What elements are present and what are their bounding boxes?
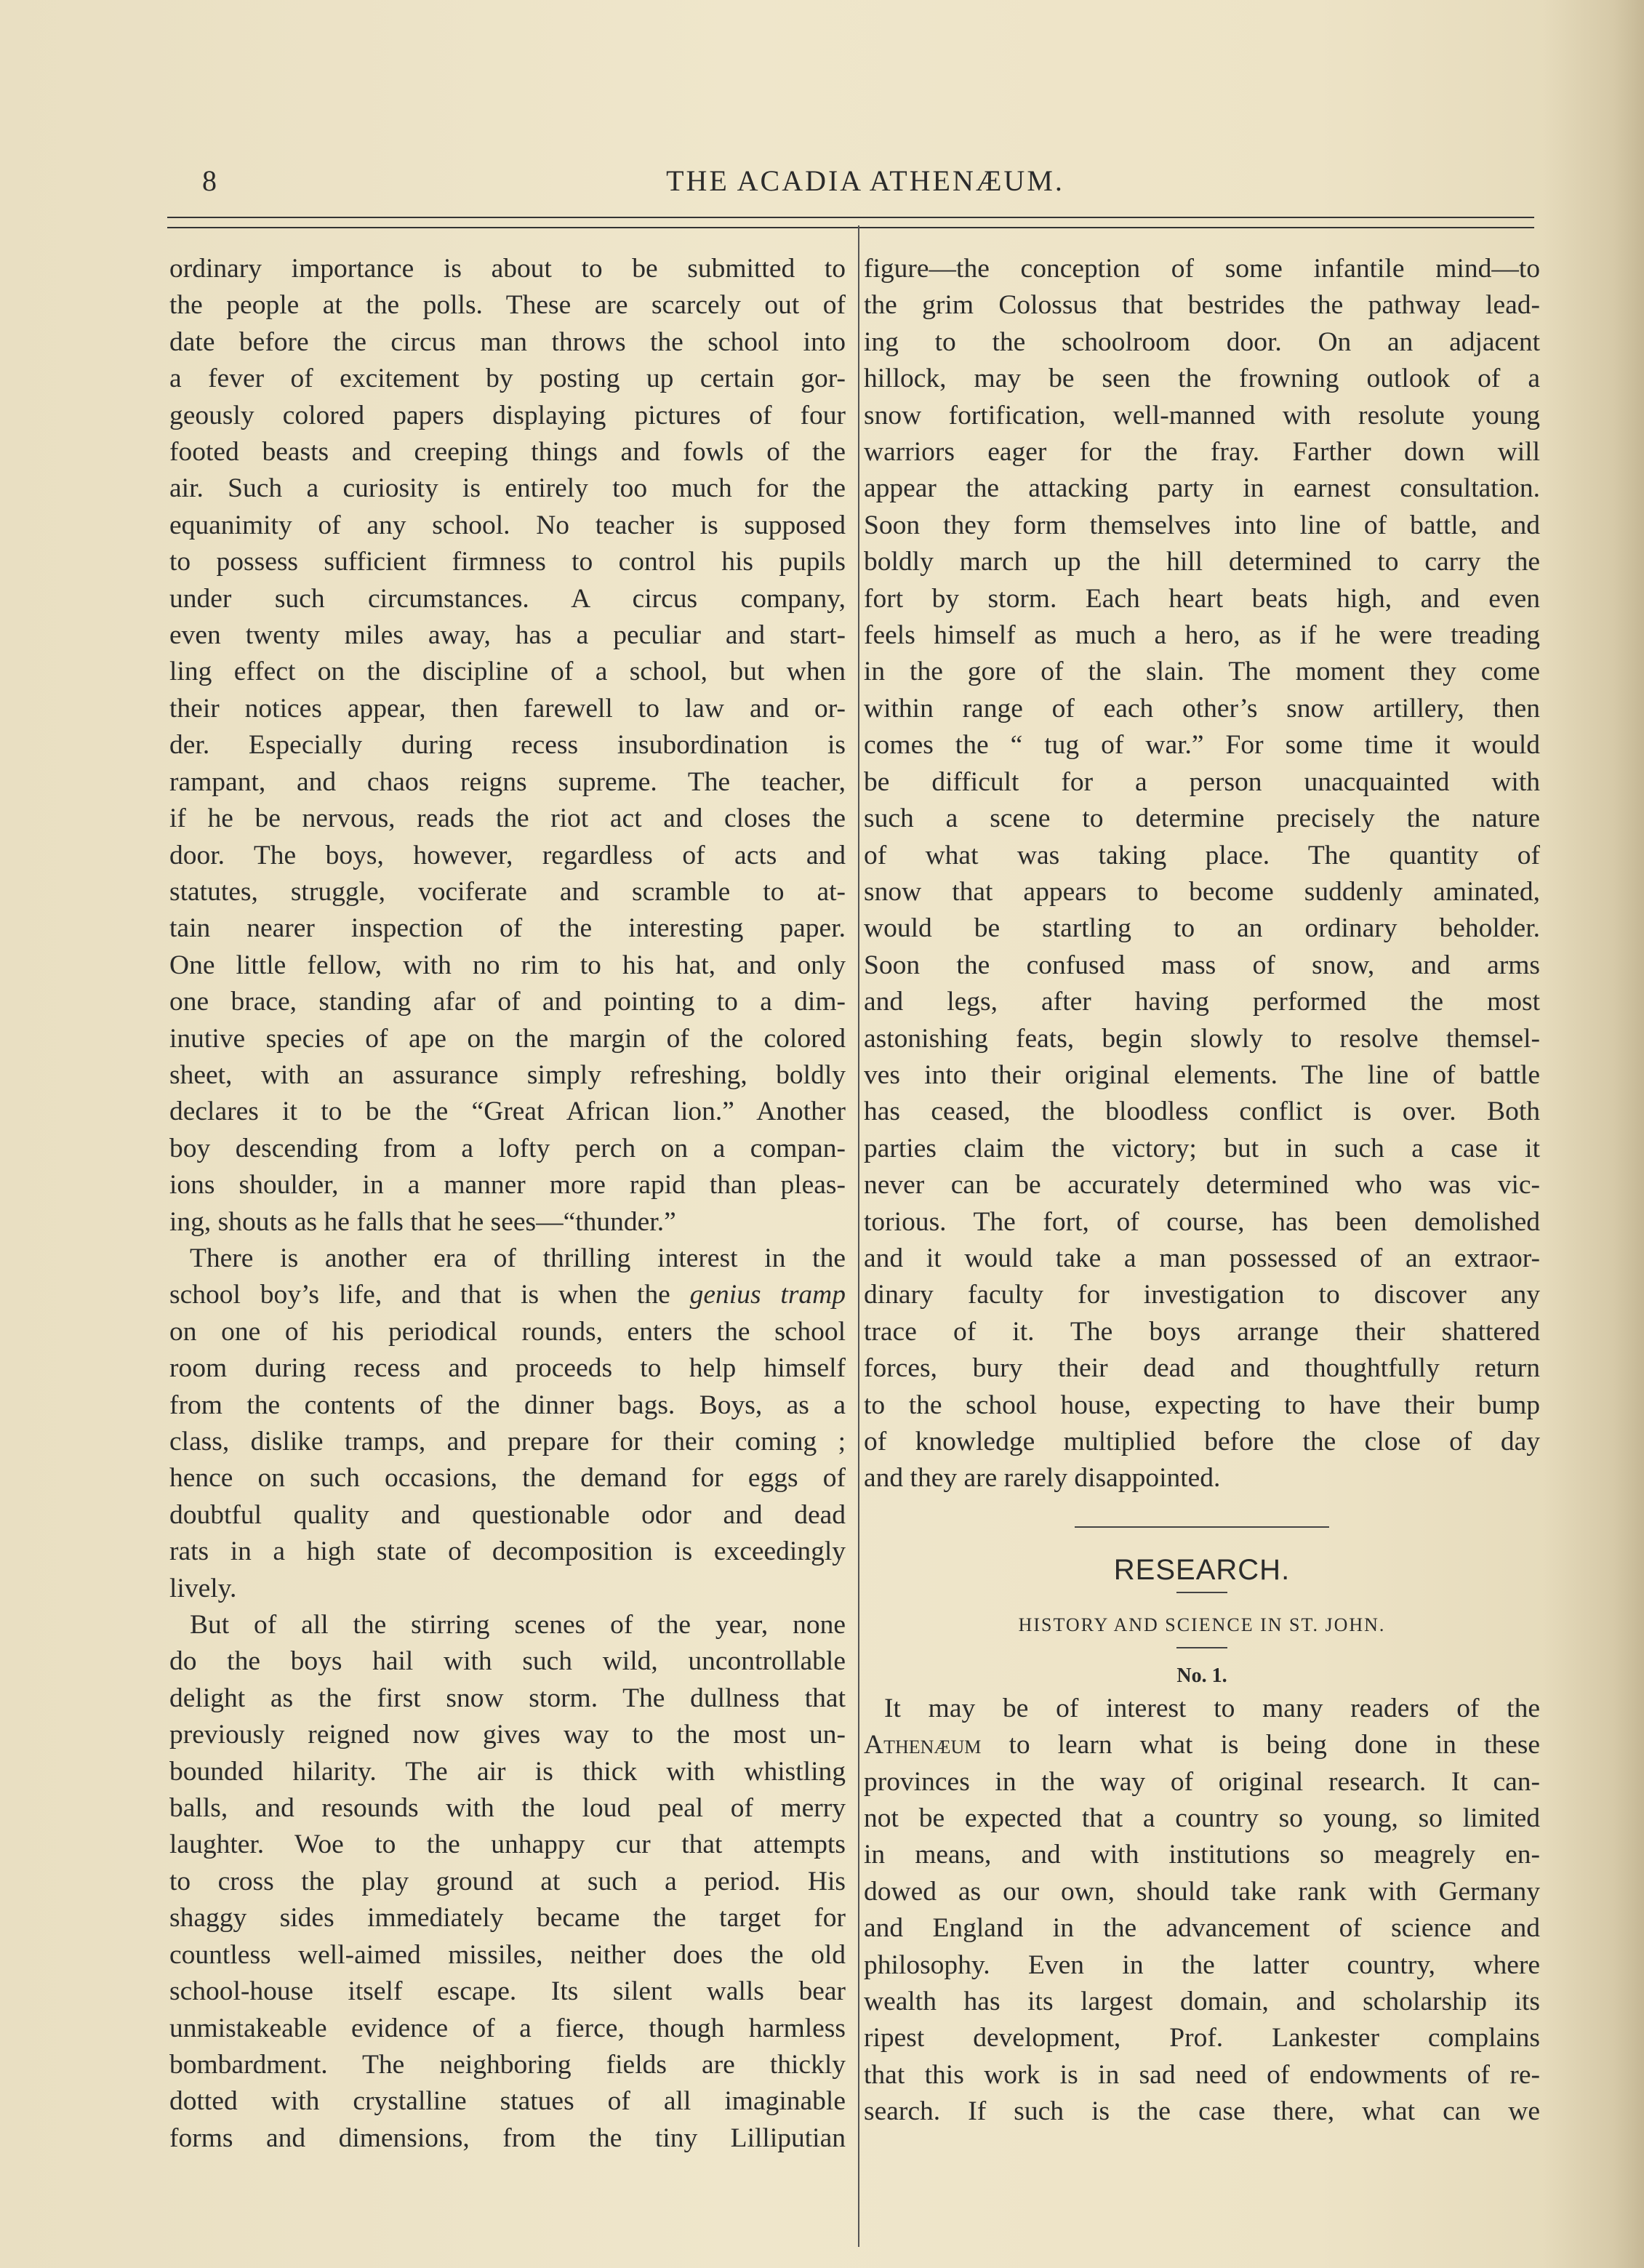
text-line: and it would take a man possessed of an extraor- (864, 1243, 1540, 1273)
text-line: equanimity of any school. No teacher is supposed (169, 510, 846, 540)
text-line: not be expected that a country so young, so limited (864, 1803, 1540, 1834)
text-line: rats in a high state of decomposition is exceedingly (169, 1536, 846, 1567)
text-line: shaggy sides immediately became the target for (169, 1903, 846, 1934)
text-line: feels himself as much a hero, as if he were treading (864, 620, 1540, 651)
text-line: hence on such occasions, the demand for eggs of (169, 1463, 846, 1494)
text-line: countless well-aimed missiles, neither does the old (169, 1939, 846, 1970)
text-line: fort by storm. Each heart beats high, and even (864, 583, 1540, 614)
text-line: dowed as our own, should take rank with Germany (864, 1876, 1540, 1907)
section-title-research: RESEARCH. (1113, 1553, 1291, 1586)
left-paragraph-2-line: There is another era of thrilling interest in the (190, 1243, 846, 1273)
text-line: that this work is in sad need of endowments of re- (864, 2059, 1540, 2090)
text-line: to possess sufficient firmness to control his pupils (169, 547, 846, 577)
left-paragraph-2-line: school boy’s life, and that is when the genius tramp (169, 1280, 846, 1310)
text-line: such a scene to determine precisely the nature (864, 804, 1540, 834)
text-line: school-house itself escape. Its silent walls bear (169, 1976, 846, 2007)
text-line: snow fortification, well-manned with resolute young (864, 400, 1540, 430)
text-line: ves into their original elements. The line of battle (864, 1059, 1540, 1090)
text-line: in the gore of the slain. The moment they come (864, 657, 1540, 687)
header-double-rule (167, 217, 1534, 228)
text-line: even twenty miles away, has a peculiar and start- (169, 620, 846, 651)
text-line: torious. The fort, of course, has been demolished (864, 1206, 1540, 1237)
text-line: in means, and with institutions so meagrely en- (864, 1840, 1540, 1870)
text-line: warriors eager for the fray. Farther down will (864, 437, 1540, 468)
text-line: inutive species of ape on the margin of the colored (169, 1023, 846, 1054)
section-rule (1075, 1526, 1329, 1528)
text-line: under such circumstances. A circus company, (169, 583, 846, 614)
text-line: and England in the advancement of science and (864, 1913, 1540, 1944)
text-line: the grim Colossus that bestrides the pathway lead- (864, 290, 1540, 321)
text-line: rampant, and chaos reigns supreme. The teacher, (169, 766, 846, 797)
text-line: a fever of excitement by posting up certain gor- (169, 364, 846, 394)
text-line: never can be accurately determined who was vic- (864, 1170, 1540, 1201)
text-line: from the contents of the dinner bags. Boys, as a (169, 1390, 846, 1420)
subheading-rule (1176, 1647, 1227, 1648)
text-line: trace of it. The boys arrange their shattered (864, 1316, 1540, 1347)
athenaeum-small-caps: Athenæum (864, 1730, 982, 1760)
text-line: Soon they form themselves into line of battle, and (864, 510, 1540, 540)
text-line: within range of each other’s snow artillery, then (864, 693, 1540, 724)
text-line: ling effect on the discipline of a school, but when (169, 657, 846, 687)
text-line: declares it to be the “Great African lion.” Another (169, 1097, 846, 1127)
text-line: bounded hilarity. The air is thick with whistling (169, 1756, 846, 1787)
left-column (169, 251, 846, 2157)
text-line: on one of his periodical rounds, enters the school (169, 1316, 846, 1347)
text-line: wealth has its largest domain, and scholarship its (864, 1987, 1540, 2017)
text-line: air. Such a curiosity is entirely too much for the (169, 473, 846, 504)
text-line: the people at the polls. These are scarcely out of (169, 290, 846, 321)
text-line: to the school house, expecting to have their bump (864, 1390, 1540, 1420)
text-line: would be startling to an ordinary beholder. (864, 913, 1540, 944)
text-line: Soon the confused mass of snow, and arms (864, 950, 1540, 980)
text-line: forces, bury their dead and thoughtfully return (864, 1353, 1540, 1384)
article-number: No. 1. (1176, 1664, 1227, 1687)
text-line: do the boys hail with such wild, uncontrollable (169, 1646, 846, 1677)
text-line: sheet, with an assurance simply refreshing, boldly (169, 1059, 846, 1090)
text-line: class, dislike tramps, and prepare for their coming ; (169, 1427, 846, 1456)
right-paragraph-2-line: It may be of interest to many readers of the (884, 1693, 1540, 1723)
text-line: and legs, after having performed the most (864, 987, 1540, 1017)
genius-tramp-italic: genius tramp (689, 1280, 846, 1310)
text-line: be difficult for a person unacquainted with (864, 766, 1540, 797)
text-line: date before the circus man throws the school into (169, 326, 846, 357)
text-line: previously reigned now gives way to the most un- (169, 1720, 846, 1750)
text-line: of what was taking place. The quantity of (864, 840, 1540, 870)
text-line: if he be nervous, reads the riot act and closes the (169, 804, 846, 834)
text-line: and they are rarely disappointed. (864, 1463, 1221, 1494)
right-paragraph-1 (864, 251, 1540, 1497)
text-line: astonishing feats, begin slowly to resolve themsel- (864, 1023, 1540, 1054)
text-line: comes the “ tug of war.” For some time it would (864, 730, 1540, 761)
text-line: snow that appears to become suddenly aminated, (864, 876, 1540, 907)
text-line: geously colored papers displaying pictures of four (169, 400, 846, 430)
text-line: their notices appear, then farewell to law and or- (169, 693, 846, 724)
text-line: search. If such is the case there, what can we (864, 2096, 1540, 2127)
text-line: delight as the first snow storm. The dullness that (169, 1683, 846, 1713)
text-line: statutes, struggle, vociferate and scramble to at- (169, 876, 846, 907)
text-line: one brace, standing afar of and pointing to a dim- (169, 987, 846, 1017)
text-line: ions shoulder, in a manner more rapid than pleas- (169, 1170, 846, 1201)
text-line: has ceased, the bloodless conflict is over. Both (864, 1097, 1540, 1127)
text-line: boldly march up the hill determined to carry the (864, 547, 1540, 577)
left-paragraph-3 (169, 1607, 846, 2157)
page-edge-shadow (1542, 0, 1644, 2268)
text-line: tain nearer inspection of the interesting paper. (169, 913, 846, 944)
text-line: But of all the stirring scenes of the year, none (190, 1610, 846, 1640)
text-line: philosophy. Even in the latter country, where (864, 1950, 1540, 1980)
page-number: 8 (202, 164, 217, 197)
text-line: hillock, may be seen the frowning outlook of a (864, 364, 1540, 394)
text-line: balls, and resounds with the loud peal of merry (169, 1793, 846, 1824)
text-line: doubtful quality and questionable odor and dead (169, 1499, 846, 1530)
text-line: ing to the schoolroom door. On an adjacent (864, 326, 1540, 357)
text-line: forms and dimensions, from the tiny Lilliputian (169, 2123, 846, 2153)
text-line: dinary faculty for investigation to discover any (864, 1280, 1540, 1310)
text-line: figure—the conception of some infantile mind—to (864, 254, 1540, 284)
left-paragraph-2 (169, 1314, 846, 1607)
text-line: room during recess and proceeds to help himself (169, 1353, 846, 1384)
text-line: door. The boys, however, regardless of acts and (169, 840, 846, 870)
text-line: of knowledge multiplied before the close of day (864, 1427, 1540, 1456)
running-title: THE ACADIA ATHENÆUM. (666, 164, 1064, 197)
text-line: der. Especially during recess insubordination is (169, 730, 846, 761)
right-column (864, 251, 1540, 2131)
text-line: parties claim the victory; but in such a case it (864, 1133, 1540, 1163)
title-underline (1176, 1592, 1227, 1593)
right-paragraph-2 (864, 1764, 1540, 2131)
text-line: ordinary importance is about to be submitted to (169, 254, 846, 284)
text-line: unmistakeable evidence of a fierce, though harmless (169, 2013, 846, 2043)
text-line: laughter. Woe to the unhappy cur that attempts (169, 1830, 846, 1860)
text-line: bombardment. The neighboring fields are thickly (169, 2049, 846, 2080)
text-line: appear the attacking party in earnest consultation. (864, 473, 1540, 504)
text-line: footed beasts and creeping things and fowls of the (169, 437, 846, 468)
left-paragraph-1 (169, 251, 846, 1241)
column-divider (858, 225, 859, 2247)
text-line: One little fellow, with no rim to his hat, and only (169, 950, 846, 980)
page-header (196, 164, 1534, 207)
text-line: boy descending from a lofty perch on a compan- (169, 1133, 846, 1163)
text-line: lively. (169, 1573, 237, 1603)
article-subheading: HISTORY AND SCIENCE IN ST. JOHN. (1018, 1614, 1386, 1635)
text-line: provinces in the way of original research. It can- (864, 1766, 1540, 1797)
text-line: ing, shouts as he falls that he sees—“thunder.” (169, 1206, 676, 1237)
right-paragraph-2-line: Athenæum to learn what is being done in these (864, 1730, 1540, 1760)
text-line: dotted with crystalline statues of all imaginable (169, 2086, 846, 2117)
text-line: ripest development, Prof. Lankester complains (864, 2023, 1540, 2053)
text-line: to cross the play ground at such a period. His (169, 1866, 846, 1896)
